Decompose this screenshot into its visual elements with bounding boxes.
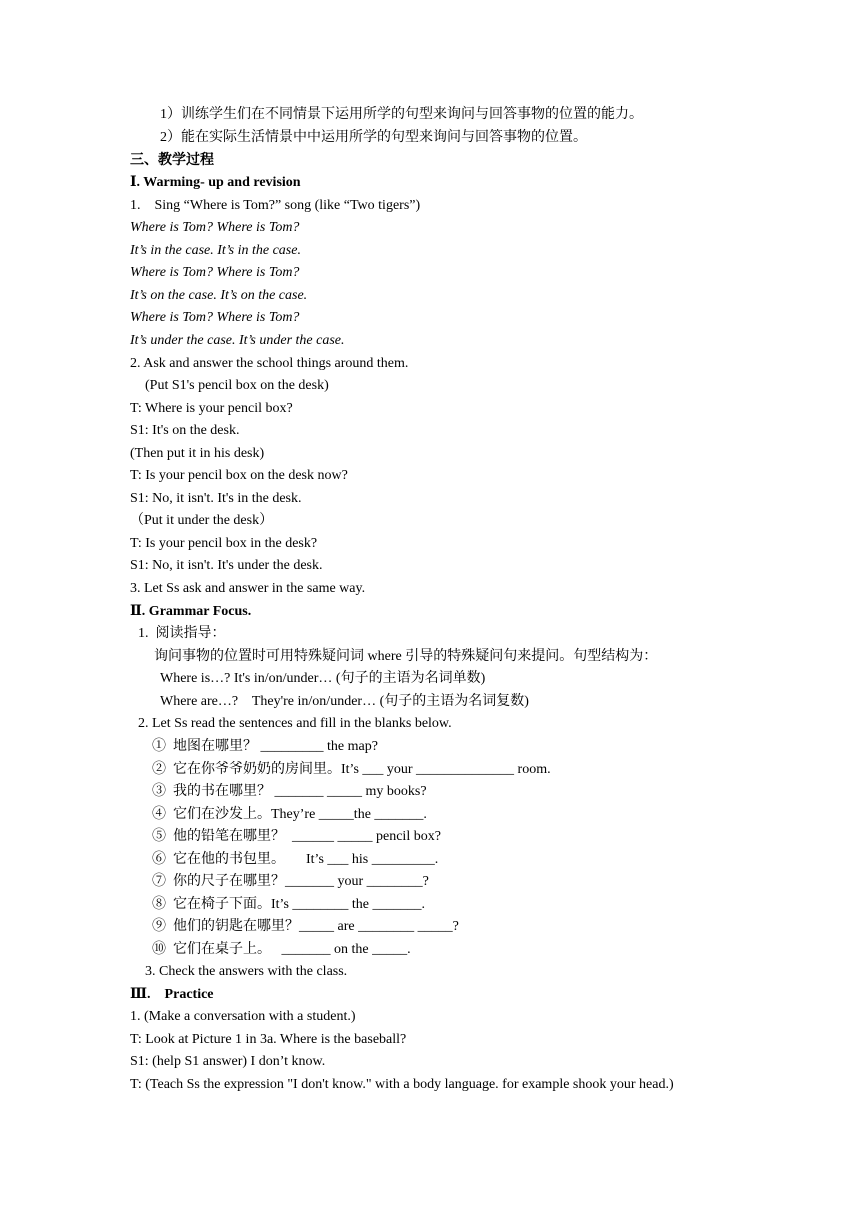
grammar-item-2: 2. Let Ss read the sentences and fill in the blanks below. bbox=[138, 716, 452, 731]
warmup-title: Ⅰ. Warming- up and revision bbox=[130, 175, 301, 190]
practice-line: 1. (Make a conversation with a student.) bbox=[130, 1009, 356, 1024]
practice-line: T: (Teach Ss the expression "I don't know." with a body language. for example shook your head.) bbox=[130, 1077, 674, 1092]
practice-title: Ⅲ. Practice bbox=[130, 987, 214, 1002]
dialogue-line: S1: No, it isn't. It's in the desk. bbox=[130, 491, 302, 506]
exercise-line: ⑤ 他的铅笔在哪里？ ______ _____ pencil box? bbox=[152, 829, 441, 844]
grammar-item-1: 1. 阅读指导： bbox=[138, 626, 226, 641]
dialogue-line: S1: It's on the desk. bbox=[130, 423, 240, 438]
song-line: Where is Tom? Where is Tom? bbox=[130, 310, 300, 325]
dialogue-line: T: Is your pencil box in the desk? bbox=[130, 536, 318, 551]
exercise-line: ⑦ 你的尺子在哪里？_______ your ________? bbox=[152, 874, 429, 889]
exercise-line: ⑩ 它们在桌子上。 _______ on the _____. bbox=[152, 942, 411, 957]
practice-line: T: Look at Picture 1 in 3a. Where is the baseball? bbox=[130, 1032, 407, 1047]
exercise-line: ② 它在你爷爷奶奶的房间里。It’s ___ your ______________ room. bbox=[152, 762, 551, 777]
song-line: It’s under the case. It’s under the case. bbox=[130, 333, 345, 348]
dialogue-line: S1: No, it isn't. It's under the desk. bbox=[130, 558, 323, 573]
song-line: Where is Tom? Where is Tom? bbox=[130, 265, 300, 280]
practice-line: S1: (help S1 answer) I don’t know. bbox=[130, 1054, 326, 1069]
exercise-line: ⑥ 它在他的书包里。 It’s ___ his _________. bbox=[152, 852, 439, 867]
song-line: It’s in the case. It’s in the case. bbox=[130, 243, 301, 258]
dialogue-line: T: Is your pencil box on the desk now? bbox=[130, 468, 348, 483]
warmup-item-1: 1. Sing “Where is Tom?” song (like “Two tigers”) bbox=[130, 198, 421, 213]
exercise-line: ⑧ 它在椅子下面。It’s ________ the _______. bbox=[152, 897, 425, 912]
song-line: Where is Tom? Where is Tom? bbox=[130, 220, 300, 235]
grammar-guide: 询问事物的位置时可用特殊疑问词 where 引导的特殊疑问句来提问。句型结构为： bbox=[154, 649, 658, 664]
grammar-pattern-2: Where are…? They're in/on/under… (句子的主语为名词复数) bbox=[160, 694, 529, 709]
exercise-line: ③ 我的书在哪里？ _______ _____ my books? bbox=[152, 784, 427, 799]
exercise-line: ① 地图在哪里？ _________ the map? bbox=[152, 739, 378, 754]
grammar-pattern-1: Where is…? It's in/on/under… (句子的主语为名词单数) bbox=[160, 671, 486, 686]
section-title: 三、教学过程 bbox=[130, 153, 214, 168]
grammar-item-3: 3. Check the answers with the class. bbox=[145, 964, 348, 979]
dialogue-line: T: Where is your pencil box? bbox=[130, 401, 293, 416]
grammar-title: Ⅱ. Grammar Focus. bbox=[130, 604, 252, 619]
exercise-line: ④ 它们在沙发上。They’re _____the _______. bbox=[152, 807, 427, 822]
objective-1: 1）训练学生们在不同情景下运用所学的句型来询问与回答事物的位置的能力。 bbox=[160, 107, 643, 122]
warmup-item-2: 2. Ask and answer the school things around them. bbox=[130, 356, 409, 371]
warmup-item-3: 3. Let Ss ask and answer in the same way. bbox=[130, 581, 366, 596]
exercise-line: ⑨ 他们的钥匙在哪里？_____ are ________ _____? bbox=[152, 919, 459, 934]
dialogue-line: （Put it under the desk） bbox=[130, 513, 274, 528]
objective-2: 2）能在实际生活情景中中运用所学的句型来询问与回答事物的位置。 bbox=[160, 130, 587, 145]
dialogue-line: (Put S1's pencil box on the desk) bbox=[145, 378, 329, 393]
dialogue-line: (Then put it in his desk) bbox=[130, 446, 265, 461]
song-line: It’s on the case. It’s on the case. bbox=[130, 288, 308, 303]
